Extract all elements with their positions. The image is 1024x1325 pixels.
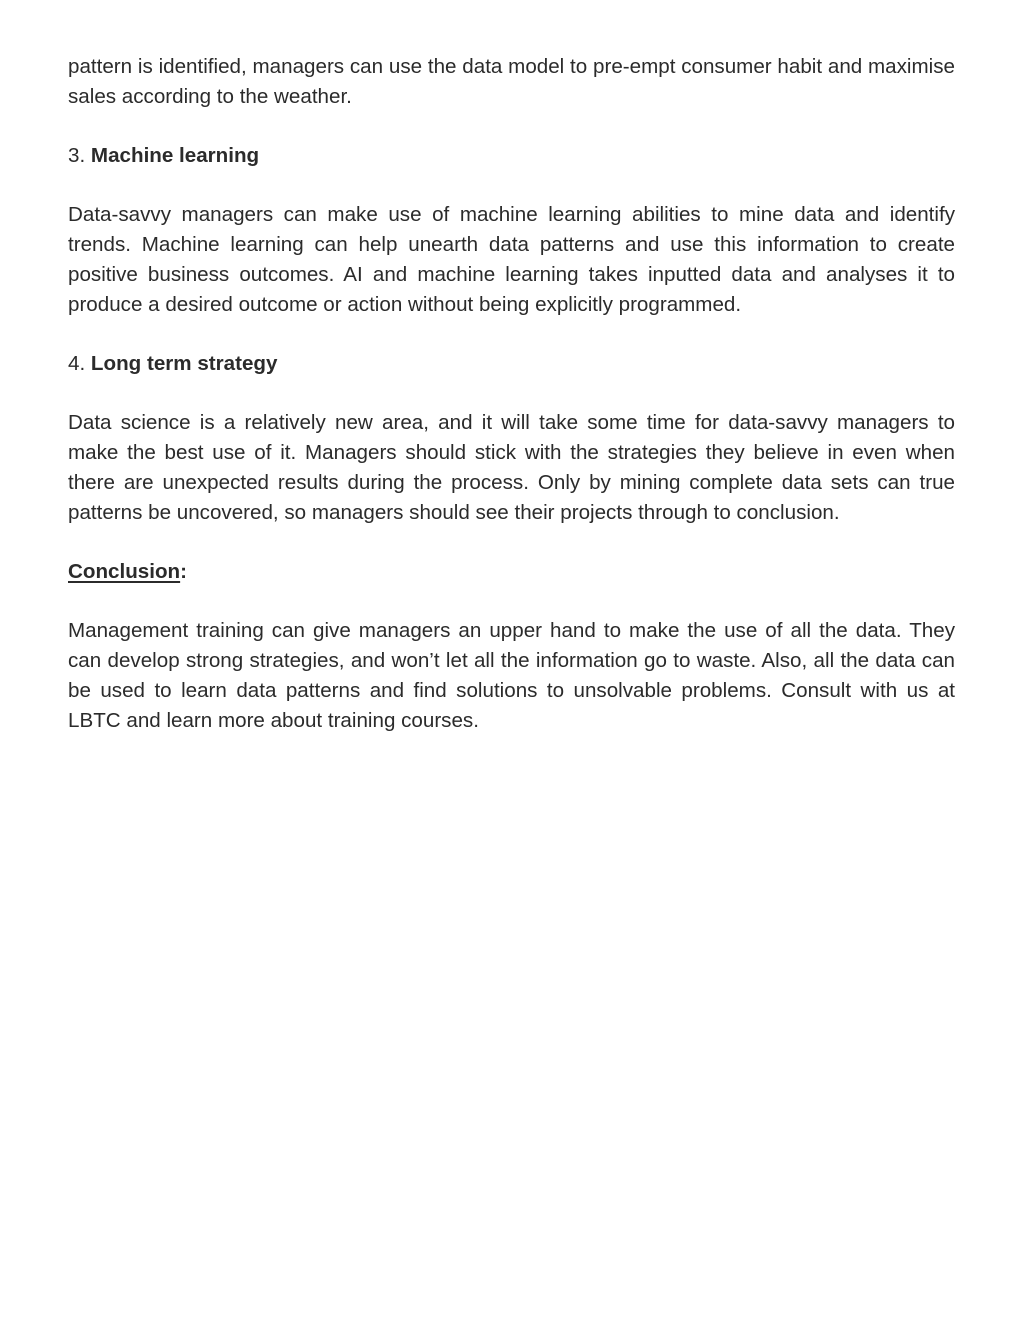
document-page bbox=[68, 52, 955, 765]
conclusion-title: Conclusion bbox=[68, 560, 181, 583]
conclusion-body: Management training can give managers an upper hand to make the use of all the data. They can develop strong strategies, and won’t let all the information go to waste. Also, all the data can be used to learn data patterns and find solutions to unsolvable problems. Consult with us at LBTC and learn more about training courses. bbox=[68, 619, 955, 732]
section-number: 3. bbox=[68, 144, 86, 167]
section-body-machine-learning: Data-savvy managers can make use of machine learning abilities to mine data and identify trends. Machine learning can help unearth data patterns and use this information to create positive business outcomes. AI and machine learning takes inputted data and analyses it to produce a desired outcome or action without being explicitly programmed. bbox=[68, 203, 955, 316]
section-heading-long-term-strategy bbox=[68, 349, 955, 379]
section-title: Machine learning bbox=[90, 144, 260, 167]
section-number: 4. bbox=[68, 352, 86, 375]
section-body-long-term-strategy: Data science is a relatively new area, and it will take some time for data-savvy managers to make the best use of it. Managers should stick with the strategies they believe in even when there are unexpected results during the process. Only by mining complete data sets can true patterns be uncovered, so managers should see their projects through to conclusion. bbox=[68, 411, 955, 524]
section-title: Long term strategy bbox=[90, 352, 278, 375]
intro-paragraph: pattern is identified, managers can use the data model to pre-empt consumer habit and maximise sales according to the weather. bbox=[68, 55, 955, 108]
section-heading-machine-learning bbox=[68, 141, 955, 171]
conclusion-colon: : bbox=[180, 560, 187, 583]
conclusion-heading bbox=[68, 557, 955, 587]
